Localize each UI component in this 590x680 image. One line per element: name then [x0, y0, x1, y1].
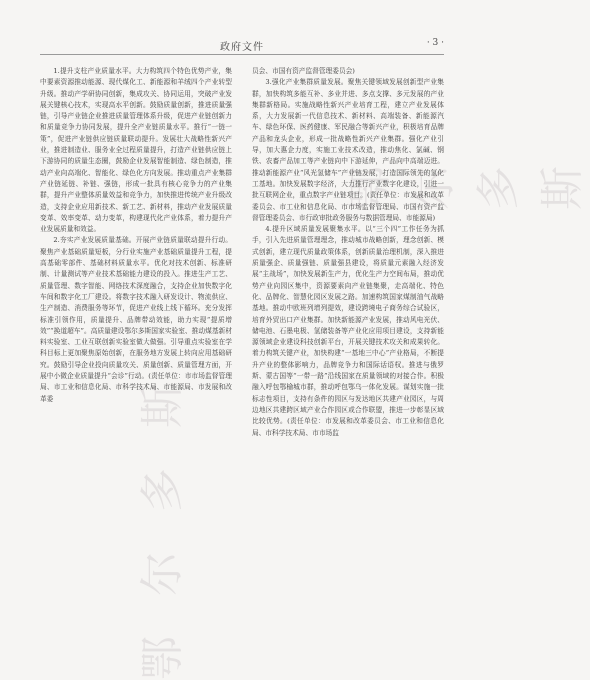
- paragraph: 1.提升支柱产业质量水平。大力构筑四个特色优势产业，集中要素资源推动能源、现代煤化工、新能源和羊绒四个产业转型升级。推动产学研协同创新，集成攻关、协同运用，突破产业发展关键核心技术，实现高水平创新。鼓励质量创新，推进质量强链，引导产业链企业推进质量管理体系升级，促进产业链创新力和质量竞争力协同发展，提升全产业链质量水平。推行“一链一策”，促进产业链供应链质量联动提升。发展壮大战略性新兴产业，推进制造业、服务业全过程质量提升，打造产业链供应链上下游协同的质量生态圈，鼓励企业发展智能制造、绿色制造，推动产业向高端化、智能化、绿色化方向发展。推动重点产业集群产业链延链、补链、强链，形成一批具有核心竞争力的产业集群，提升产业整体质量效益和竞争力，加快推进传统产业升级改造，支持企业应用新技术、新工艺、新材料，推动产业发展质量变革、效率变革、动力变革，构建现代化产业体系，着力提升产业发展质量和效益。: [40, 67, 232, 234]
- right-column: [252, 66, 444, 646]
- left-column: [40, 66, 232, 646]
- watermark-text: 鄂尔多斯: [345, 126, 588, 210]
- paragraph: 4.提升区域质量发展聚集水平。以“三个四”工作任务为抓手，引入先进质量管理理念，推动城市战略创新，理念创新、模式创新，建立现代质量政策体系，创新质量治理机制，深入推进质量强企、质量强链、质量强县建设，将质量元素融入经济发展“主战场”，加快发展新生产力，优化生产力空间布局，推动优势产业向园区集中，资源要素向产业链集聚，走高端化、特色化、品牌化、智慧化园区发展之路。加速构筑国家煤制油气战略基地。推动中欧班列增列提效，建设跨境电子商务综合试验区，培育外贸出口产业集群。加快新能源产业发展，推动风电光伏、储电池、石墨电极、氢储装备等产业化应用项目建设，支持新能源领域企业建设科技创新平台，开展关键技术攻关和成果转化。着力构筑关键产业，加快构建“一基地三中心”产业格局，不断提升产业的整体影响力，品牌竞争力和国际话语权。推进与俄罗斯、蒙古国等“一带一路”沿线国家在质量领域的对接合作。积极融入呼包鄂榆城市群，推动呼包鄂乌一体化发展。谋划实施一批标志性项目，支持有条件的园区与发达地区共建产业园区，与周边地区共建跨区域产业合作园区或合作联盟，推进一步彰显区域比较优势。(责任单位：市发展和改革委员会、市工业和信息化局、市科学技术局、市市场监: [252, 225, 444, 437]
- header-title: 政府文件: [220, 42, 264, 53]
- watermark-text: 鄂尔多斯: [137, 344, 188, 680]
- paragraph: 2.夯实产业发展质量基础。开展产业链质量联动提升行动。聚焦产业基础质量短板，分行业实施产业基础质量提升工程，提高基础零部件、基础材料质量水平。优化对技术创新、标准研制、计量测试等产业技术基础能力建设的投入。推进生产工艺、质量管理、数字智能、网络技术深度融合，支持企业加快数字化车间和数字化工厂建设。将数字技术融入研发设计、物流供应、生产制造、消费服务等环节，促进产业线上线下循环。充分发挥标准引领作用，质量提升、品牌带动效能，助力实现“提质增效”“换道超车”。高质量建设鄂尔多斯国家实验室、推动煤基新材料实验室、工业互联创新实验室做大做强。引导重点实验室在学科目标上更加聚焦原始创新，在服务地方发展上转向应用基础研究。鼓励引导企业投向质量攻关、质量创新、质量管理方面，开展中小微企业质量提升“会诊”行动。(责任单位：市市场监督管理局、市工业和信息化局、市科学技术局、市能源局、市发展和改革委: [40, 236, 232, 403]
- paragraph: 3.强化产业集群质量发展。聚焦关键领域发展创新型产业集群，加快构筑多能互补、多业并进、多点支撑、多元发展的产业集群新格局。实施战略性新兴产业培育工程，建立产业发展体系，大力发展新一代信息技术、新材料、高端装备、新能源汽车、绿色环保、医药健康、军民融合等新兴产业，积极培育品牌产品和龙头企业，形成一批战略性新兴产业集群。强化产业引导，加大惠企力度，实施工业技术改造，推动焦化、氯碱、钢铁、农畜产品加工等产业链向中下游延伸，产品向中高端迈进。推动新能源产业“风光氢储车”产业链发展，打造国际领先的氢化工基地。加快发展数字经济，大力推行产业数字化建设，引进一批互联网企业，重点数字产业链项目。(责任单位：市发展和改革委员会、市工业和信息化局、市市场监督管理局、市国有资产监督管理委员会、市行政审批政务服务与数据管理局、市能源局): [252, 78, 444, 222]
- paragraph-continued: 员会、市国有资产监督管理委员会): [252, 67, 355, 75]
- header-rule: [40, 54, 444, 55]
- page-number: · 3 ·: [426, 38, 444, 48]
- page-header: [40, 38, 444, 52]
